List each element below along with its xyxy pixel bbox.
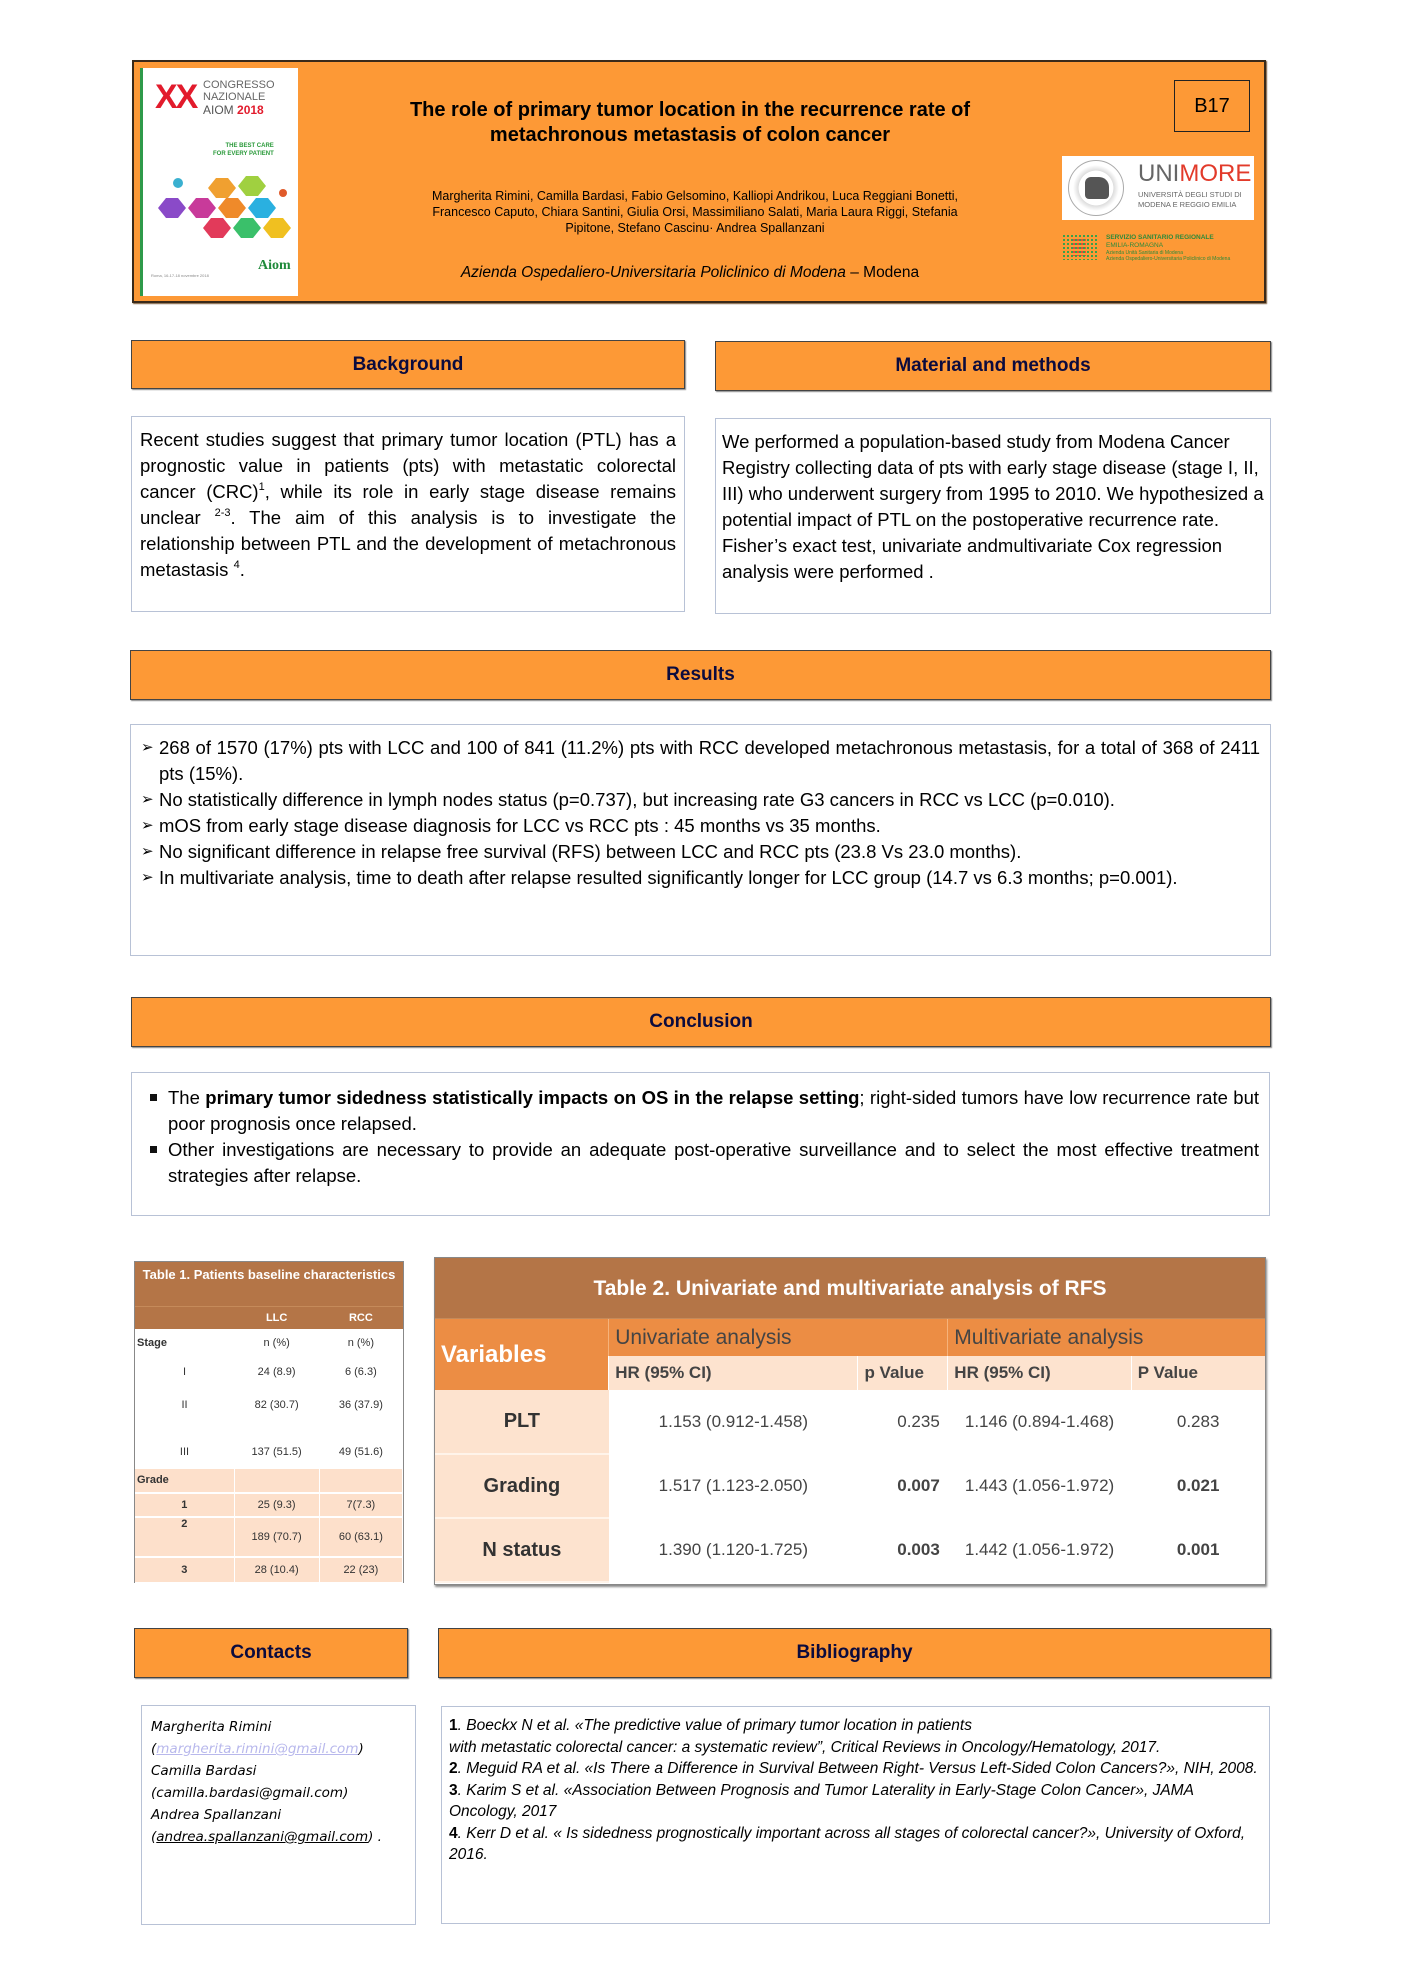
table-row: N status 1.390 (1.120-1.725) 0.003 1.442 (1.056-1.972) 0.001 — [435, 1518, 1265, 1582]
results-item: ➢ mOS from early stage disease diagnosis for LCC vs RCC pts : 45 months vs 35 months. — [141, 813, 1260, 839]
contact-email-link[interactable]: andrea.spallanzani@gmail.com — [156, 1829, 369, 1845]
congress-label: CONGRESSO NAZIONALE — [203, 79, 275, 103]
conclusion-heading: Conclusion — [131, 997, 1271, 1047]
table2-caption: Table 2. Univariate and multivariate analysis of RFS — [435, 1258, 1265, 1319]
arrow-bullet-icon: ➢ — [141, 869, 154, 886]
table-row: III 137 (51.5) 49 (51.6) — [135, 1423, 403, 1469]
table-row: 3 28 (10.4) 22 (23) — [135, 1557, 403, 1583]
results-box — [130, 724, 1271, 956]
results-item: ➢ 268 of 1570 (17%) pts with LCC and 100 of 841 (11.2%) pts with RCC developed metachronous metastasis, for a total of 368 of 2411 pts (15%). — [141, 737, 1260, 784]
reference-item: 4. Kerr D et al. « Is sidedness prognostically important across all stages of colorectal cancer?», University of Oxford, 2016. — [449, 1824, 1246, 1863]
square-bullet-icon — [150, 1094, 157, 1101]
square-bullet-icon — [150, 1146, 157, 1153]
congress-cover-logo — [140, 68, 298, 296]
conclusion-box — [131, 1072, 1270, 1216]
variables-header: Variables — [435, 1319, 609, 1390]
contacts-heading: Contacts — [134, 1628, 408, 1678]
conclusion-item: The primary tumor sidedness statistically impacts on OS in the relapse setting; right-sided tumors have low recurrence rate but poor prognosis once relapsed. — [142, 1085, 1259, 1137]
contact-email-link[interactable]: margherita.rimini@gmail.com — [156, 1741, 359, 1757]
conclusion-item: Other investigations are necessary to provide an adequate post-operative surveillance and to select the most effective treatment strategies after relapse. — [142, 1137, 1259, 1189]
table1-caption: Table 1. Patients baseline characteristics — [135, 1262, 403, 1306]
methods-text: We performed a population-based study from Modena Cancer Registry collecting data of pts with early stage disease (stage I, II, III) who underwent surgery from 1995 to 2010. We hypothesized a potential impact of PTL on the postoperative recurrence rate. Fisher’s exact test, univariate andmultivariate Cox regression analysis were performed . — [715, 418, 1271, 614]
results-item: ➢ In multivariate analysis, time to death after relapse resulted significantly longer for LCC group (14.7 vs 6.3 months; p=0.001). — [141, 865, 1260, 891]
congress-year: AIOM 2018 — [203, 103, 264, 117]
methods-heading: Material and methods — [715, 341, 1271, 391]
university-seal-icon — [1068, 160, 1124, 216]
table1-header-row: LLC RCC — [135, 1307, 403, 1329]
table-row: II 82 (30.7) 36 (37.9) — [135, 1387, 403, 1423]
table-row: 1 25 (9.3) 7(7.3) — [135, 1493, 403, 1517]
multivariate-header: Multivariate analysis — [948, 1319, 1265, 1356]
aiom-logo: Aiom — [258, 258, 291, 273]
arrow-bullet-icon: ➢ — [141, 817, 154, 834]
author-list: Margherita Rimini, Camilla Bardasi, Fabio Gelsomino, Kalliopi Andrikou, Luca Reggiani Bonetti, Francesco Caputo, Chiara Santini, Giulia Orsi, Massimiliano Salati, Maria Laura Riggi, Stefania Pipitone, Stefano Cascinu· Andrea Spallanzani — [432, 189, 958, 235]
affiliation: Azienda Ospedaliero-Universitaria Policlinico di Modena – Modena — [460, 264, 920, 281]
reference-item: 3. Karim S et al. «Association Between Prognosis and Tumor Laterality in Early-Stage Colon Cancer», JAMA Oncology, 2017 — [449, 1781, 1194, 1820]
table-row: I 24 (8.9) 6 (6.3) — [135, 1357, 403, 1387]
table-patients-baseline — [134, 1261, 404, 1583]
poster-code-badge: B17 — [1174, 80, 1250, 132]
table-row: Stage n (%) n (%) — [135, 1329, 403, 1357]
table-row: Grading 1.517 (1.123-2.050) 0.007 1.443 (1.056-1.972) 0.021 — [435, 1454, 1265, 1518]
arrow-bullet-icon: ➢ — [141, 791, 154, 808]
unimore-logo: UNIMORE UNIVERSITÀ DEGLI STUDI DI MODENA E REGGIO EMILIA — [1062, 156, 1254, 220]
contact-email: camilla.bardasi@gmail.com — [156, 1785, 344, 1801]
health-service-logo: SERVIZIO SANITARIO REGIONALE EMILIA-ROMAGNA Azienda Unità Sanitaria di Modena Azienda Ospedaliero-Universitaria Policlinico di Modena — [1062, 232, 1262, 262]
congress-numeral: XX — [155, 78, 197, 116]
congress-tagline: THE BEST CARE FOR EVERY PATIENT — [213, 143, 274, 157]
table-univariate-multivariate — [434, 1257, 1266, 1585]
arrow-bullet-icon: ➢ — [141, 843, 154, 860]
results-item: ➢ No significant difference in relapse free survival (RFS) between LCC and RCC pts (23.8 Vs 23.0 months). — [141, 839, 1260, 865]
table-row: Grade — [135, 1469, 403, 1493]
reference-item: 1. Boeckx N et al. «The predictive value of primary tumor location in patients with metastatic colorectal cancer: a systematic review”, Critical Reviews in Oncology/Hematology, 2017. — [449, 1717, 1161, 1756]
table2-group-header-row — [435, 1319, 1265, 1356]
arrow-bullet-icon: ➢ — [141, 739, 154, 756]
congress-venue: Roma, 16-17-18 novembre 2018 — [151, 273, 209, 278]
table-row: 2 189 (70.7) 60 (63.1) — [135, 1517, 403, 1557]
conclusion-list — [142, 1085, 1259, 1189]
results-list — [141, 735, 1260, 891]
table2-subheader-row: HR (95% CI) p Value HR (95% CI) P Value — [435, 1356, 1265, 1390]
bibliography-box — [441, 1706, 1270, 1924]
bibliography-heading: Bibliography — [438, 1628, 1271, 1678]
background-heading: Background — [131, 340, 685, 389]
table-row: PLT 1.153 (0.912-1.458) 0.235 1.146 (0.894-1.468) 0.283 — [435, 1390, 1265, 1454]
contact-name: Margherita Rimini — [151, 1719, 272, 1735]
contact-name: Andrea Spallanzani — [151, 1807, 282, 1823]
results-item: ➢ No statistically difference in lymph nodes status (p=0.737), but increasing rate G3 cancers in RCC vs LCC (p=0.010). — [141, 787, 1260, 813]
univariate-header: Univariate analysis — [609, 1319, 948, 1356]
contacts-box: Margherita Rimini (margherita.rimini@gmail.com) Camilla Bardasi (camilla.bardasi@gmail.com) Andrea Spallanzani (andrea.spallanzani@gmail.com) . — [141, 1705, 416, 1925]
hexagon-pattern-icon — [148, 168, 298, 248]
poster-title: The role of primary tumor location in the recurrence rate of metachronous metastasis of colon cancer — [409, 99, 971, 146]
results-heading: Results — [130, 650, 1271, 700]
contact-name: Camilla Bardasi — [151, 1763, 257, 1779]
dot-grid-icon — [1062, 234, 1098, 260]
reference-item: 2. Meguid RA et al. «Is There a Difference in Survival Between Right- Versus Left-Sided Colon Cancers?», NIH, 2008. — [449, 1760, 1258, 1777]
background-text: Recent studies suggest that primary tumor location (PTL) has a prognostic value in patients (pts) with metastatic colorectal cancer (CRC)$^1$, while its role in early stage disease remains unclear $^{2-3}$. The aim of this analysis is to investigate the relationship between PTL and the development of metachronous metastasis $^4$. — [131, 416, 685, 612]
